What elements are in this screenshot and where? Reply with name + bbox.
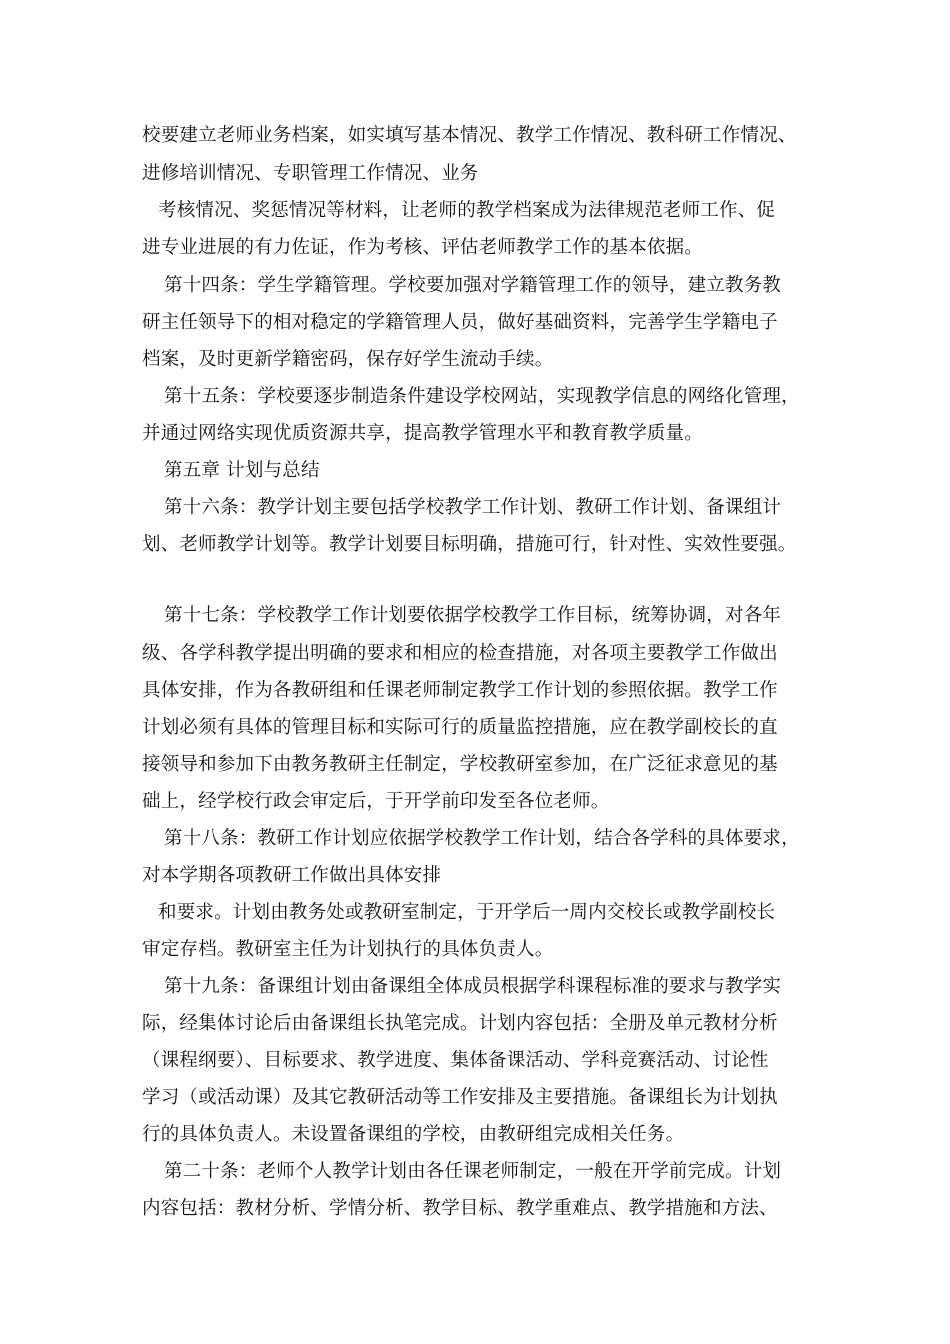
text-line: 档案，及时更新学籍密码，保存好学生流动手续。: [142, 349, 554, 370]
text-line: 计划必须有具体的管理目标和实际可行的质量监控措施，应在教学副校长的直: [142, 717, 778, 738]
text-line: 第十五条：学校要逐步制造条件建设学校网站，实现教学信息的网络化管理，: [164, 386, 800, 407]
text-line: 对本学期各项教研工作做出具体安排: [142, 865, 442, 886]
text-line: 接领导和参加下由教务教研主任制定，学校教研室参加，在广泛征求意见的基: [142, 754, 778, 775]
text-line: 内容包括：教材分析、学情分析、教学目标、教学重难点、教学措施和方法、: [142, 1198, 778, 1219]
text-line: 行的具体负责人。未设置备课组的学校，由教研组完成相关任务。: [142, 1124, 685, 1145]
text-line: 第十七条：学校教学工作计划要依据学校教学工作目标，统筹协调，对各年: [164, 605, 782, 626]
text-line: 校要建立老师业务档案，如实填写基本情况、教学工作情况、教科研工作情况、: [142, 125, 797, 146]
text-line: （课程纲要）、目标要求、教学进度、集体备课活动、学科竞赛活动、讨论性: [142, 1050, 769, 1071]
text-line: 第十六条：教学计划主要包括学校教学工作计划、教研工作计划、备课组计: [164, 497, 782, 518]
text-line: 具体安排，作为各教研组和任课老师制定教学工作计划的参照依据。教学工作: [142, 680, 778, 701]
text-line: 划、老师教学计划等。教学计划要目标明确，措施可行，针对性、实效性要强。: [142, 534, 797, 555]
text-line: 第二十条：老师个人教学计划由各任课老师制定，一般在开学前完成。计划: [164, 1161, 782, 1182]
text-line: 进专业进展的有力佐证，作为考核、评估老师教学工作的基本依据。: [142, 237, 704, 258]
text-line: 础上，经学校行政会审定后，于开学前印发至各位老师。: [142, 791, 610, 812]
text-line: 第十四条：学生学籍管理。学校要加强对学籍管理工作的领导，建立教务教: [164, 275, 782, 296]
text-line: 并通过网络实现优质资源共享，提高教学管理水平和教育教学质量。: [142, 423, 704, 444]
text-line: 研主任领导下的相对稳定的学籍管理人员，做好基础资料，完善学生学籍电子: [142, 312, 778, 333]
text-line: 际，经集体讨论后由备课组长执笔完成。计划内容包括：全册及单元教材分析: [142, 1013, 778, 1034]
text-line: 级、各学科教学提出明确的要求和相应的检查措施，对各项主要教学工作做出: [142, 643, 778, 664]
text-line: 考核情况、奖惩情况等材料，让老师的教学档案成为法律规范老师工作、促: [158, 200, 776, 221]
chapter-heading: 第五章 计划与总结: [164, 460, 320, 481]
text-line: 进修培训情况、专职管理工作情况、业务: [142, 163, 479, 184]
text-line: 学习（或活动课）及其它教研活动等工作安排及主要措施。备课组长为计划执: [142, 1087, 778, 1108]
text-line: 和要求。计划由教务处或教研室制定，于开学后一周内交校长或教学副校长: [158, 902, 776, 923]
text-line: 审定存档。教研室主任为计划执行的具体负责人。: [142, 939, 554, 960]
text-line: 第十九条：备课组计划由备课组全体成员根据学科课程标准的要求与教学实: [164, 976, 782, 997]
text-line: 第十八条：教研工作计划应依据学校教学工作计划，结合各学科的具体要求，: [164, 828, 800, 849]
